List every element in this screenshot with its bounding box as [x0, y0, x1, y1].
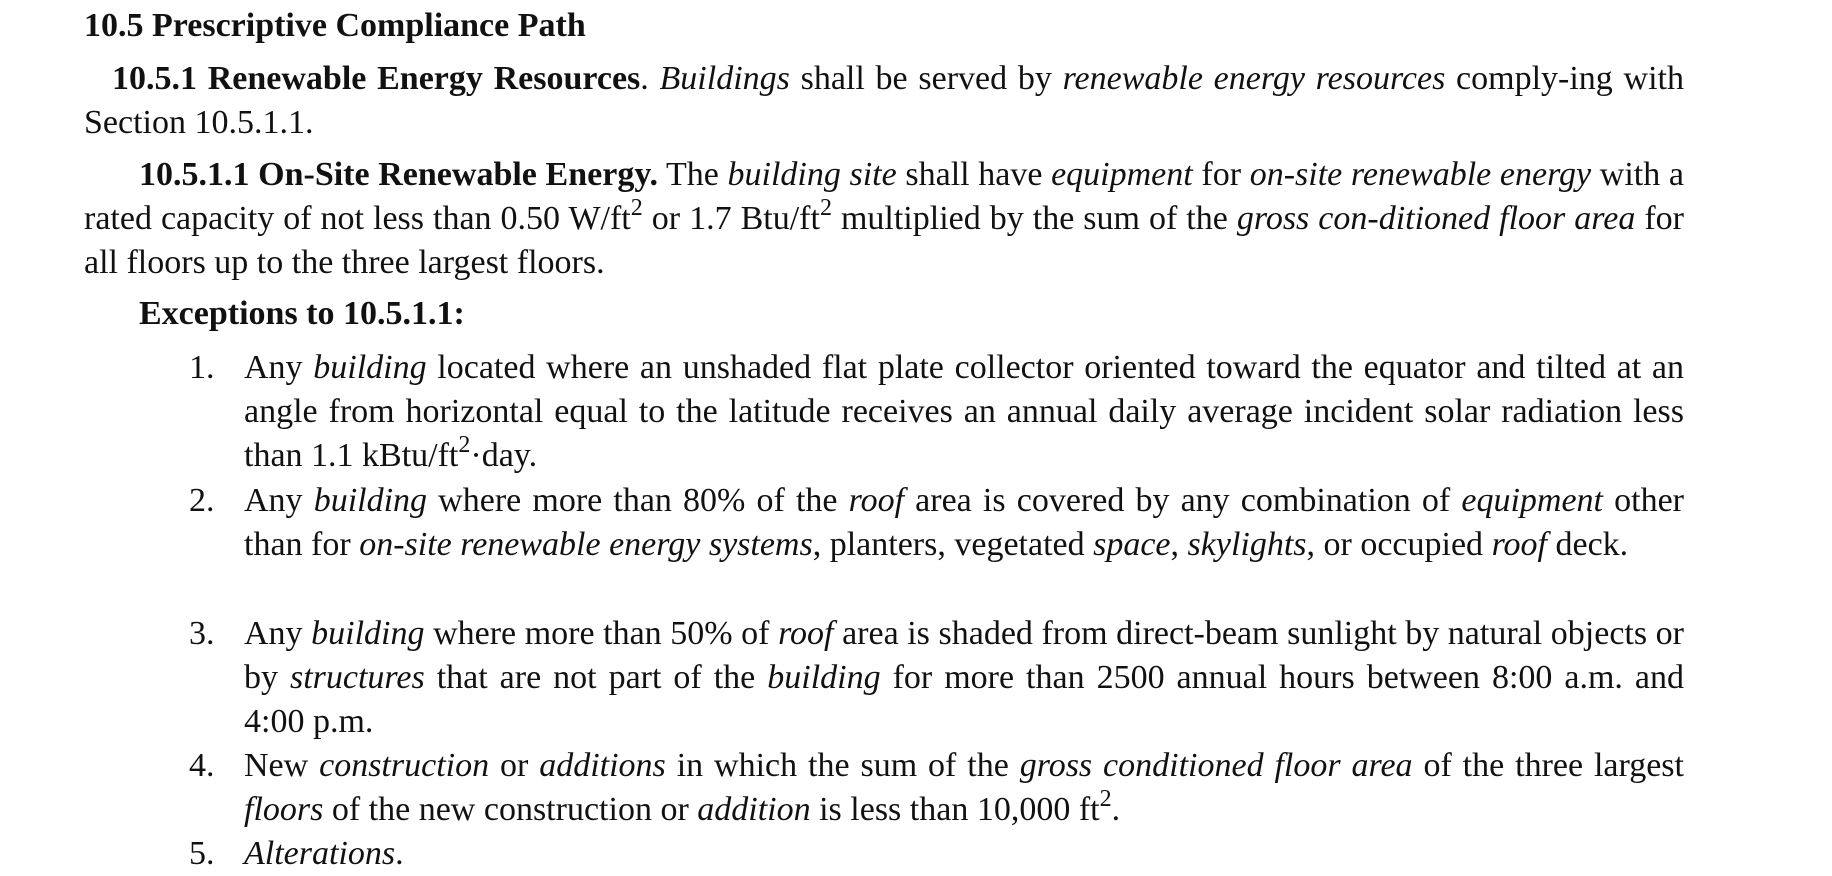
text-run: or 1.7 Btu/ft: [642, 200, 820, 237]
defined-term: building: [313, 482, 428, 519]
defined-term: equipment: [1461, 482, 1604, 519]
text-run: Any: [244, 349, 314, 386]
superscript: 2: [1099, 785, 1112, 812]
text-run: where more than 80% of the: [427, 482, 849, 519]
text-run: or: [489, 747, 540, 784]
text-run: .: [1111, 791, 1121, 828]
list-item-text: [244, 479, 1684, 567]
defined-term: skylights: [1187, 526, 1307, 563]
text-run: for: [1192, 156, 1250, 193]
text-run: comply-ing with Section 10.5.1.1.: [84, 60, 1684, 141]
text-run: Any: [244, 482, 314, 519]
text-run: shall have: [896, 156, 1052, 193]
paragraph-10-5-1-1: [84, 153, 1684, 285]
defined-term: Alterations: [244, 835, 396, 872]
text-run: multiplied by the sum of the: [831, 200, 1237, 237]
text-run: located where an unshaded flat plate collector oriented toward the equator and tilted at an angle from horizontal equal to the latitude receives an annual daily average incident solar radiation less than 1.1 kBtu/ft: [244, 349, 1684, 474]
defined-term: gross conditioned floor area: [1019, 747, 1413, 784]
defined-term: on-site renewable energy systems: [359, 526, 813, 563]
text-run: area is covered by any combination of: [904, 482, 1462, 519]
text-run: , or occupied: [1306, 526, 1492, 563]
text-run: shall be served by: [789, 60, 1063, 97]
defined-term: Buildings: [659, 60, 790, 97]
defined-term: building: [767, 659, 881, 696]
text-run: deck.: [1546, 526, 1629, 563]
text-run: that are not part of the: [424, 659, 768, 696]
text-run: ,: [1170, 526, 1188, 563]
exceptions-heading: Exceptions to 10.5.1.1:: [139, 295, 465, 332]
defined-term: renewable energy resources: [1062, 60, 1446, 97]
defined-term: building: [313, 349, 427, 386]
text-run: ·day.: [470, 437, 538, 474]
defined-term: floors: [244, 791, 324, 828]
list-number: 3.: [189, 615, 215, 652]
defined-term: structures: [289, 659, 425, 696]
text-run: for all floors up to the three largest floors.: [84, 200, 1684, 281]
list-item-text: [244, 744, 1684, 832]
paragraph-10-5-1: [84, 57, 1684, 145]
text-run: Any: [244, 615, 312, 652]
defined-term: equipment: [1051, 156, 1193, 193]
superscript: 2: [458, 431, 471, 458]
list-item-text: [244, 832, 1684, 876]
defined-term: roof: [778, 615, 834, 652]
defined-term: on-site renewable energy: [1249, 156, 1592, 193]
text-run: in which the sum of the: [665, 747, 1020, 784]
text-run: is less than 10,000 ft: [810, 791, 1100, 828]
text-run: with a rated capacity of not less than 0.50 W/ft: [84, 156, 1684, 237]
text-run: New: [244, 747, 320, 784]
text-run: of the new construction or: [323, 791, 698, 828]
text-run: where more than 50% of: [424, 615, 779, 652]
text-run: other than for: [244, 482, 1685, 563]
section-title: 10.5 Prescriptive Compliance Path: [84, 7, 586, 44]
text-run: area is shaded from direct-beam sunlight by natural objects or by: [244, 615, 1684, 696]
superscript: 2: [630, 194, 643, 221]
defined-term: gross con-ditioned floor area: [1236, 200, 1636, 237]
paragraph-heading: 10.5.1.1 On-Site Renewable Energy.: [139, 156, 658, 193]
list-item-text: [244, 346, 1684, 478]
list-number: 1.: [189, 349, 215, 386]
list-number: 2.: [189, 482, 215, 519]
text-run: for more than 2500 annual hours between 8:00 a.m. and 4:00 p.m.: [244, 659, 1684, 740]
defined-term: roof: [848, 482, 905, 519]
paragraph-heading: 10.5.1 Renewable Energy Resources: [112, 60, 641, 97]
defined-term: addition: [697, 791, 811, 828]
superscript: 2: [819, 194, 832, 221]
defined-term: building site: [727, 156, 897, 193]
list-number: 4.: [189, 747, 215, 784]
text-run: .: [395, 835, 404, 872]
defined-term: additions: [539, 747, 666, 784]
list-item-text: [244, 612, 1684, 744]
defined-term: construction: [319, 747, 490, 784]
text-run: The: [657, 156, 728, 193]
list-number: 5.: [189, 835, 215, 872]
text-run: of the three largest: [1412, 747, 1684, 784]
text-run: , planters, vegetated: [812, 526, 1094, 563]
defined-term: roof: [1491, 526, 1547, 563]
defined-term: building: [311, 615, 425, 652]
text-run: .: [640, 60, 660, 97]
defined-term: space: [1093, 526, 1171, 563]
